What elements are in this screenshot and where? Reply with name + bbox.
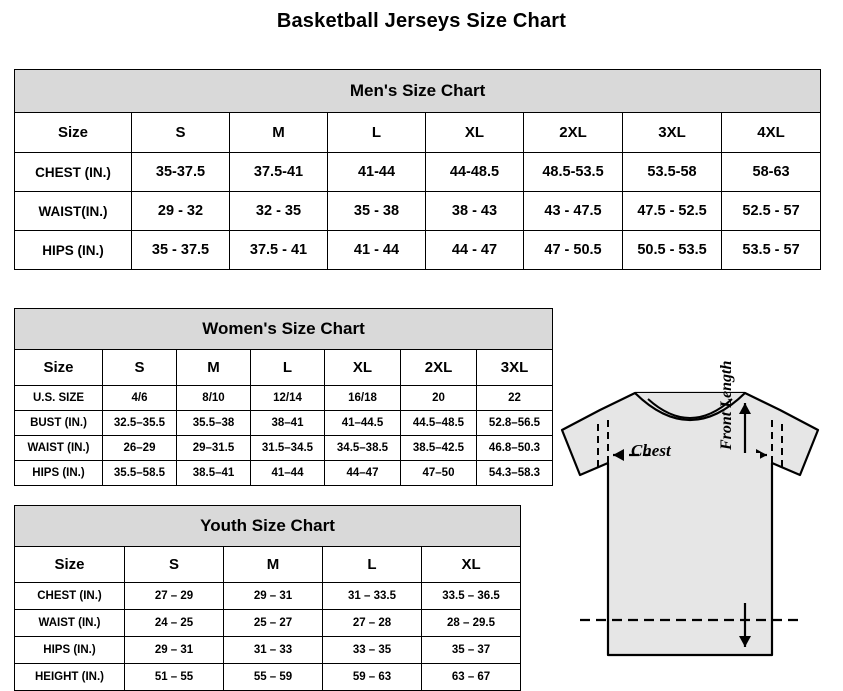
measurement-diagram xyxy=(540,355,840,680)
column-header: Size xyxy=(15,113,132,153)
table-row xyxy=(15,192,821,231)
table-row xyxy=(15,583,521,610)
table-header-row xyxy=(15,350,553,386)
youth-chart-title: Youth Size Chart xyxy=(15,506,521,547)
table-cell: 41-44 xyxy=(328,153,426,192)
table-cell: 44-48.5 xyxy=(426,153,524,192)
table-cell: 44 - 47 xyxy=(426,231,524,270)
table-cell: 46.8–50.3 xyxy=(477,436,553,461)
table-cell: 38 - 43 xyxy=(426,192,524,231)
table-cell: 47 - 50.5 xyxy=(524,231,623,270)
table-cell: 31.5–34.5 xyxy=(251,436,325,461)
row-label: WAIST(IN.) xyxy=(15,192,132,231)
column-header: 3XL xyxy=(623,113,722,153)
table-cell: 29 - 32 xyxy=(132,192,230,231)
table-cell: 27 – 28 xyxy=(323,610,422,637)
column-header: 4XL xyxy=(722,113,821,153)
table-cell: 34.5–38.5 xyxy=(325,436,401,461)
table-cell: 32 - 35 xyxy=(230,192,328,231)
row-label: HEIGHT (IN.) xyxy=(15,664,125,691)
table-cell: 54.3–58.3 xyxy=(477,461,553,486)
table-cell: 50.5 - 53.5 xyxy=(623,231,722,270)
table-cell: 53.5-58 xyxy=(623,153,722,192)
table-caption-row xyxy=(15,309,553,350)
table-cell: 4/6 xyxy=(103,386,177,411)
table-row xyxy=(15,231,821,270)
table-header-row xyxy=(15,547,521,583)
table-cell: 41 - 44 xyxy=(328,231,426,270)
table-cell: 31 – 33 xyxy=(224,637,323,664)
table-cell: 26–29 xyxy=(103,436,177,461)
table-cell: 55 – 59 xyxy=(224,664,323,691)
table-cell: 28 – 29.5 xyxy=(422,610,521,637)
row-label: CHEST (IN.) xyxy=(15,153,132,192)
table-row xyxy=(15,386,553,411)
table-cell: 41–44.5 xyxy=(325,411,401,436)
column-header: S xyxy=(125,547,224,583)
row-label: CHEST (IN.) xyxy=(15,583,125,610)
table-cell: 52.5 - 57 xyxy=(722,192,821,231)
youth-size-chart-table xyxy=(14,505,521,691)
table-row xyxy=(15,637,521,664)
table-cell: 29–31.5 xyxy=(177,436,251,461)
row-label: HIPS (IN.) xyxy=(15,461,103,486)
womens-chart-title: Women's Size Chart xyxy=(15,309,553,350)
table-cell: 63 – 67 xyxy=(422,664,521,691)
table-cell: 47–50 xyxy=(401,461,477,486)
table-row xyxy=(15,411,553,436)
column-header: S xyxy=(132,113,230,153)
table-cell: 37.5-41 xyxy=(230,153,328,192)
table-cell: 53.5 - 57 xyxy=(722,231,821,270)
table-cell: 8/10 xyxy=(177,386,251,411)
column-header: 2XL xyxy=(524,113,623,153)
table-row xyxy=(15,664,521,691)
mens-size-chart-table xyxy=(14,69,821,270)
column-header: S xyxy=(103,350,177,386)
table-caption-row xyxy=(15,506,521,547)
row-label: WAIST (IN.) xyxy=(15,436,103,461)
column-header: 3XL xyxy=(477,350,553,386)
table-cell: 25 – 27 xyxy=(224,610,323,637)
row-label: BUST (IN.) xyxy=(15,411,103,436)
table-cell: 38.5–41 xyxy=(177,461,251,486)
table-row xyxy=(15,436,553,461)
column-header: XL xyxy=(325,350,401,386)
table-cell: 48.5-53.5 xyxy=(524,153,623,192)
table-cell: 44.5–48.5 xyxy=(401,411,477,436)
table-cell: 35-37.5 xyxy=(132,153,230,192)
table-cell: 43 - 47.5 xyxy=(524,192,623,231)
row-label: HIPS (IN.) xyxy=(15,637,125,664)
table-cell: 12/14 xyxy=(251,386,325,411)
table-cell: 38.5–42.5 xyxy=(401,436,477,461)
table-header-row xyxy=(15,113,821,153)
column-header: XL xyxy=(426,113,524,153)
table-cell: 35 - 38 xyxy=(328,192,426,231)
column-header: 2XL xyxy=(401,350,477,386)
table-cell: 29 – 31 xyxy=(224,583,323,610)
table-cell: 32.5–35.5 xyxy=(103,411,177,436)
table-cell: 31 – 33.5 xyxy=(323,583,422,610)
table-cell: 29 – 31 xyxy=(125,637,224,664)
column-header: L xyxy=(323,547,422,583)
table-cell: 35.5–38 xyxy=(177,411,251,436)
table-cell: 27 – 29 xyxy=(125,583,224,610)
column-header: Size xyxy=(15,350,103,386)
row-label: U.S. SIZE xyxy=(15,386,103,411)
table-cell: 38–41 xyxy=(251,411,325,436)
table-cell: 22 xyxy=(477,386,553,411)
row-label: WAIST (IN.) xyxy=(15,610,125,637)
chest-measure-label: Chest xyxy=(631,441,671,460)
table-row xyxy=(15,461,553,486)
table-cell: 24 – 25 xyxy=(125,610,224,637)
front-length-measure-label: Front Length xyxy=(718,360,735,450)
table-cell: 16/18 xyxy=(325,386,401,411)
table-cell: 41–44 xyxy=(251,461,325,486)
column-header: XL xyxy=(422,547,521,583)
table-cell: 51 – 55 xyxy=(125,664,224,691)
table-cell: 44–47 xyxy=(325,461,401,486)
tshirt-icon xyxy=(540,355,840,680)
table-cell: 52.8–56.5 xyxy=(477,411,553,436)
table-cell: 35 - 37.5 xyxy=(132,231,230,270)
column-header: M xyxy=(230,113,328,153)
table-cell: 35.5–58.5 xyxy=(103,461,177,486)
row-label: HIPS (IN.) xyxy=(15,231,132,270)
column-header: M xyxy=(177,350,251,386)
column-header: Size xyxy=(15,547,125,583)
table-cell: 35 – 37 xyxy=(422,637,521,664)
table-row xyxy=(15,153,821,192)
table-cell: 47.5 - 52.5 xyxy=(623,192,722,231)
table-row xyxy=(15,610,521,637)
table-cell: 58-63 xyxy=(722,153,821,192)
page-title: Basketball Jerseys Size Chart xyxy=(276,10,567,32)
table-cell: 37.5 - 41 xyxy=(230,231,328,270)
column-header: L xyxy=(251,350,325,386)
table-cell: 33.5 – 36.5 xyxy=(422,583,521,610)
table-cell: 20 xyxy=(401,386,477,411)
column-header: L xyxy=(328,113,426,153)
table-caption-row xyxy=(15,70,821,113)
womens-size-chart-table xyxy=(14,308,553,486)
column-header: M xyxy=(224,547,323,583)
mens-chart-title: Men's Size Chart xyxy=(15,70,821,113)
table-cell: 33 – 35 xyxy=(323,637,422,664)
table-cell: 59 – 63 xyxy=(323,664,422,691)
